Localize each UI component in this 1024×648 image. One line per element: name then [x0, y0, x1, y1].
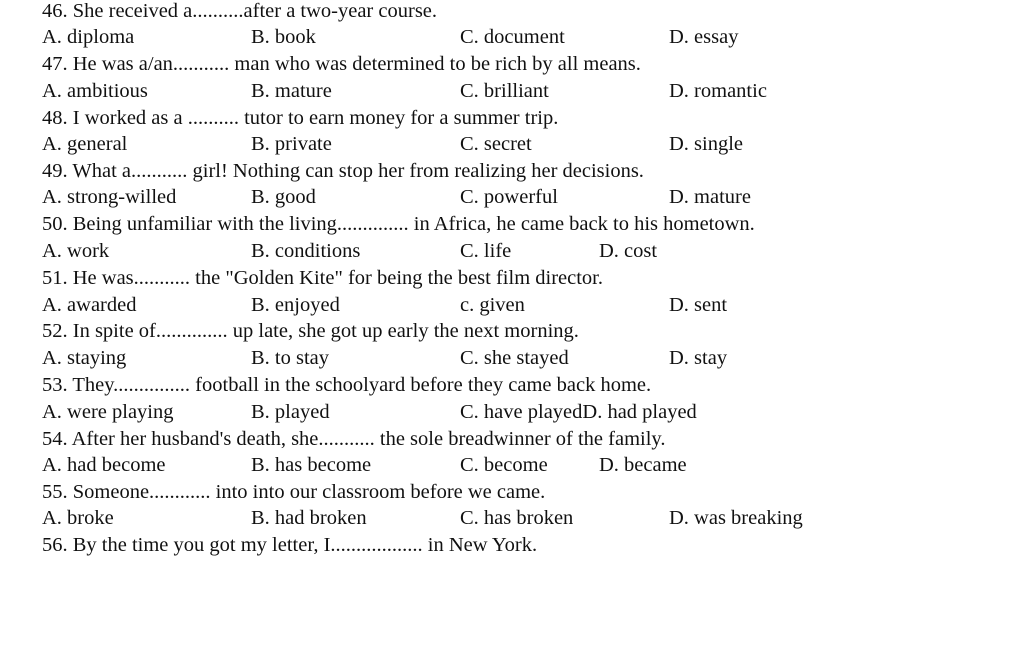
question-47-stem: 47. He was a/an........... man who was determined to be rich by all means. — [42, 53, 641, 75]
option-c: C. she stayed — [460, 347, 569, 369]
option-d: D. sent — [669, 294, 728, 316]
option-a: A. awarded — [42, 294, 137, 316]
question-51-stem: 51. He was........... the "Golden Kite" for being the best film director. — [42, 267, 603, 289]
question-48-stem: 48. I worked as a .......... tutor to earn money for a summer trip. — [42, 107, 559, 129]
option-d: D. became — [599, 454, 687, 476]
option-a: A. general — [42, 133, 128, 155]
option-d: D. mature — [669, 186, 751, 208]
option-a: A. ambitious — [42, 80, 148, 102]
option-c: C. become — [460, 454, 548, 476]
option-a: A. broke — [42, 507, 114, 529]
option-c: C. brilliant — [460, 80, 549, 102]
option-b: B. book — [251, 26, 316, 48]
question-52-stem: 52. In spite of.............. up late, she got up early the next morning. — [42, 320, 579, 342]
question-49-stem: 49. What a........... girl! Nothing can stop her from realizing her decisions. — [42, 160, 644, 182]
option-a: A. had become — [42, 454, 166, 476]
option-a: A. were playing — [42, 401, 174, 423]
option-b: B. played — [251, 401, 330, 423]
option-c: C. life — [460, 240, 512, 262]
option-b: B. good — [251, 186, 316, 208]
option-c: C. powerful — [460, 186, 558, 208]
option-d: D. romantic — [669, 80, 767, 102]
option-b: B. conditions — [251, 240, 361, 262]
question-53-stem: 53. They............... football in the schoolyard before they came back home. — [42, 374, 652, 396]
option-b: B. enjoyed — [251, 294, 340, 316]
option-d: D. stay — [669, 347, 728, 369]
option-a: A. diploma — [42, 26, 135, 48]
option-d: D. was breaking — [669, 507, 803, 529]
option-c: c. given — [460, 294, 525, 316]
question-46-stem: 46. She received a..........after a two-year course. — [42, 0, 438, 22]
option-c: C. document — [460, 26, 565, 48]
option-b: B. private — [251, 133, 332, 155]
question-55-stem: 55. Someone............ into into our classroom before we came. — [42, 481, 546, 503]
question-54-stem: 54. After her husband's death, she........... the sole breadwinner of the family. — [42, 428, 666, 450]
option-a: A. staying — [42, 347, 127, 369]
option-d: D. essay — [669, 26, 739, 48]
option-b: B. mature — [251, 80, 332, 102]
option-c: C. has broken — [460, 507, 574, 529]
option-b: B. has become — [251, 454, 372, 476]
question-50-stem: 50. Being unfamiliar with the living.............. in Africa, he came back to his hometown. — [42, 213, 755, 235]
option-d: D. single — [669, 133, 744, 155]
option-a: A. strong-willed — [42, 186, 177, 208]
option-b: B. had broken — [251, 507, 367, 529]
option-c: C. secret — [460, 133, 532, 155]
option-a: A. work — [42, 240, 110, 262]
option-c-d: C. have playedD. had played — [460, 401, 697, 423]
question-56-stem: 56. By the time you got my letter, I.................. in New York. — [42, 534, 538, 556]
option-b: B. to stay — [251, 347, 330, 369]
option-d: D. cost — [599, 240, 658, 262]
